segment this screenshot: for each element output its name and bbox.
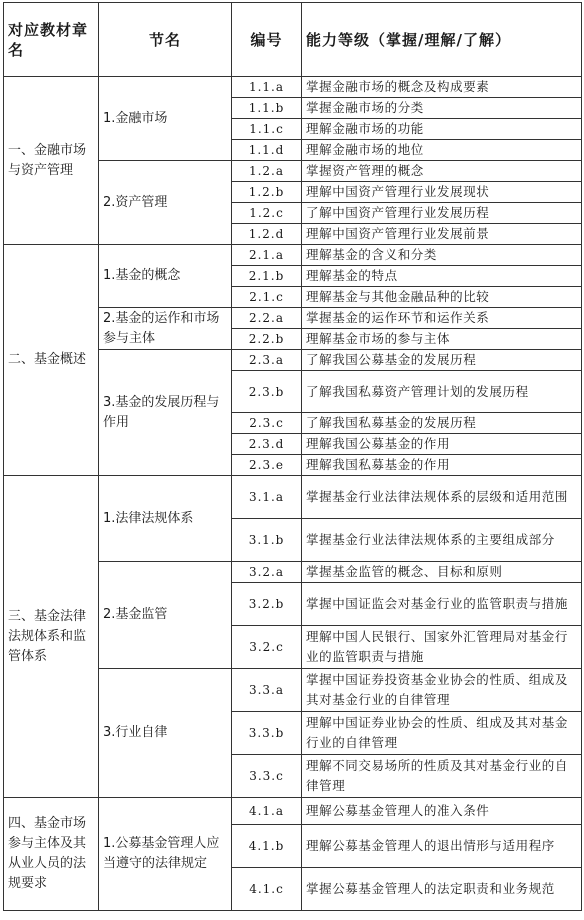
level-cell: 理解公募基金管理人的退出情形与适用程序: [302, 825, 582, 868]
level-cell: 理解金融市场的功能: [302, 119, 582, 140]
code-cell: 1.1.a: [232, 77, 302, 98]
section-cell: 3.行业自律: [99, 669, 232, 798]
level-cell: 了解中国资产管理行业发展历程: [302, 203, 582, 224]
chapter-cell: 四、基金市场参与主体及其从业人员的法规要求: [4, 798, 99, 911]
level-cell: 掌握基金监管的概念、目标和原则: [302, 562, 582, 583]
code-cell: 1.2.b: [232, 182, 302, 203]
chapter-cell: 三、基金法律法规体系和监管体系: [4, 476, 99, 798]
header-row: [4, 3, 582, 77]
section-cell: 1.法律法规体系: [99, 476, 232, 562]
code-cell: 3.1.b: [232, 519, 302, 562]
code-cell: 4.1.b: [232, 825, 302, 868]
level-cell: 掌握基金行业法律法规体系的层级和适用范围: [302, 476, 582, 519]
code-cell: 2.1.c: [232, 287, 302, 308]
code-cell: 1.1.b: [232, 98, 302, 119]
code-cell: 4.1.c: [232, 868, 302, 911]
code-cell: 1.1.c: [232, 119, 302, 140]
code-cell: 2.3.a: [232, 350, 302, 371]
section-cell: 3.基金的发展历程与作用: [99, 350, 232, 476]
code-cell: 2.3.c: [232, 413, 302, 434]
level-cell: 理解我国公募基金的作用: [302, 434, 582, 455]
chapter-cell: 一、金融市场与资产管理: [4, 77, 99, 245]
level-cell: 掌握中国证监会对基金行业的监管职责与措施: [302, 583, 582, 626]
code-cell: 3.2.c: [232, 626, 302, 669]
level-cell: 掌握公募基金管理人的法定职责和业务规范: [302, 868, 582, 911]
level-cell: 理解中国资产管理行业发展现状: [302, 182, 582, 203]
header-code: 编号: [232, 3, 302, 77]
code-cell: 4.1.a: [232, 798, 302, 825]
level-cell: 掌握金融市场的概念及构成要素: [302, 77, 582, 98]
level-cell: 理解基金与其他金融品种的比较: [302, 287, 582, 308]
code-cell: 2.2.b: [232, 329, 302, 350]
level-cell: 理解中国资产管理行业发展前景: [302, 224, 582, 245]
table-row: [4, 77, 582, 98]
header-chapter: 对应教材章名: [4, 3, 99, 77]
chapter-cell: 二、基金概述: [4, 245, 99, 476]
code-cell: 1.2.d: [232, 224, 302, 245]
code-cell: 2.1.b: [232, 266, 302, 287]
section-cell: 2.基金的运作和市场参与主体: [99, 308, 232, 350]
level-cell: 理解中国人民银行、国家外汇管理局对基金行业的监管职责与措施: [302, 626, 582, 669]
code-cell: 1.1.d: [232, 140, 302, 161]
level-cell: 理解基金的特点: [302, 266, 582, 287]
code-cell: 3.3.c: [232, 755, 302, 798]
section-cell: 2.资产管理: [99, 161, 232, 245]
code-cell: 3.1.a: [232, 476, 302, 519]
syllabus-table: [3, 2, 582, 911]
code-cell: 2.3.d: [232, 434, 302, 455]
level-cell: 理解中国证券业协会的性质、组成及其对基金行业的自律管理: [302, 712, 582, 755]
level-cell: 掌握金融市场的分类: [302, 98, 582, 119]
section-cell: 1.金融市场: [99, 77, 232, 161]
code-cell: 3.3.b: [232, 712, 302, 755]
table-row: [4, 245, 582, 266]
code-cell: 3.2.a: [232, 562, 302, 583]
code-cell: 2.3.b: [232, 371, 302, 413]
level-cell: 了解我国私募资产管理计划的发展历程: [302, 371, 582, 413]
level-cell: 掌握基金行业法律法规体系的主要组成部分: [302, 519, 582, 562]
level-cell: 理解金融市场的地位: [302, 140, 582, 161]
section-cell: 1.基金的概念: [99, 245, 232, 308]
level-cell: 掌握基金的运作环节和运作关系: [302, 308, 582, 329]
code-cell: 2.1.a: [232, 245, 302, 266]
table-row: [4, 476, 582, 519]
level-cell: 理解不同交易场所的性质及其对基金行业的自律管理: [302, 755, 582, 798]
level-cell: 理解基金的含义和分类: [302, 245, 582, 266]
code-cell: 1.2.a: [232, 161, 302, 182]
code-cell: 2.2.a: [232, 308, 302, 329]
section-cell: 2.基金监管: [99, 562, 232, 669]
header-section: 节名: [99, 3, 232, 77]
code-cell: 1.2.c: [232, 203, 302, 224]
code-cell: 3.3.a: [232, 669, 302, 712]
level-cell: 理解基金市场的参与主体: [302, 329, 582, 350]
level-cell: 了解我国私募基金的发展历程: [302, 413, 582, 434]
table-row: [4, 798, 582, 825]
code-cell: 3.2.b: [232, 583, 302, 626]
level-cell: 理解我国私募基金的作用: [302, 455, 582, 476]
level-cell: 掌握中国证券投资基金业协会的性质、组成及其对基金行业的自律管理: [302, 669, 582, 712]
level-cell: 了解我国公募基金的发展历程: [302, 350, 582, 371]
level-cell: 掌握资产管理的概念: [302, 161, 582, 182]
level-cell: 理解公募基金管理人的准入条件: [302, 798, 582, 825]
code-cell: 2.3.e: [232, 455, 302, 476]
section-cell: 1.公募基金管理人应当遵守的法律规定: [99, 798, 232, 911]
header-ability-level: 能力等级（掌握/理解/了解）: [302, 3, 582, 77]
